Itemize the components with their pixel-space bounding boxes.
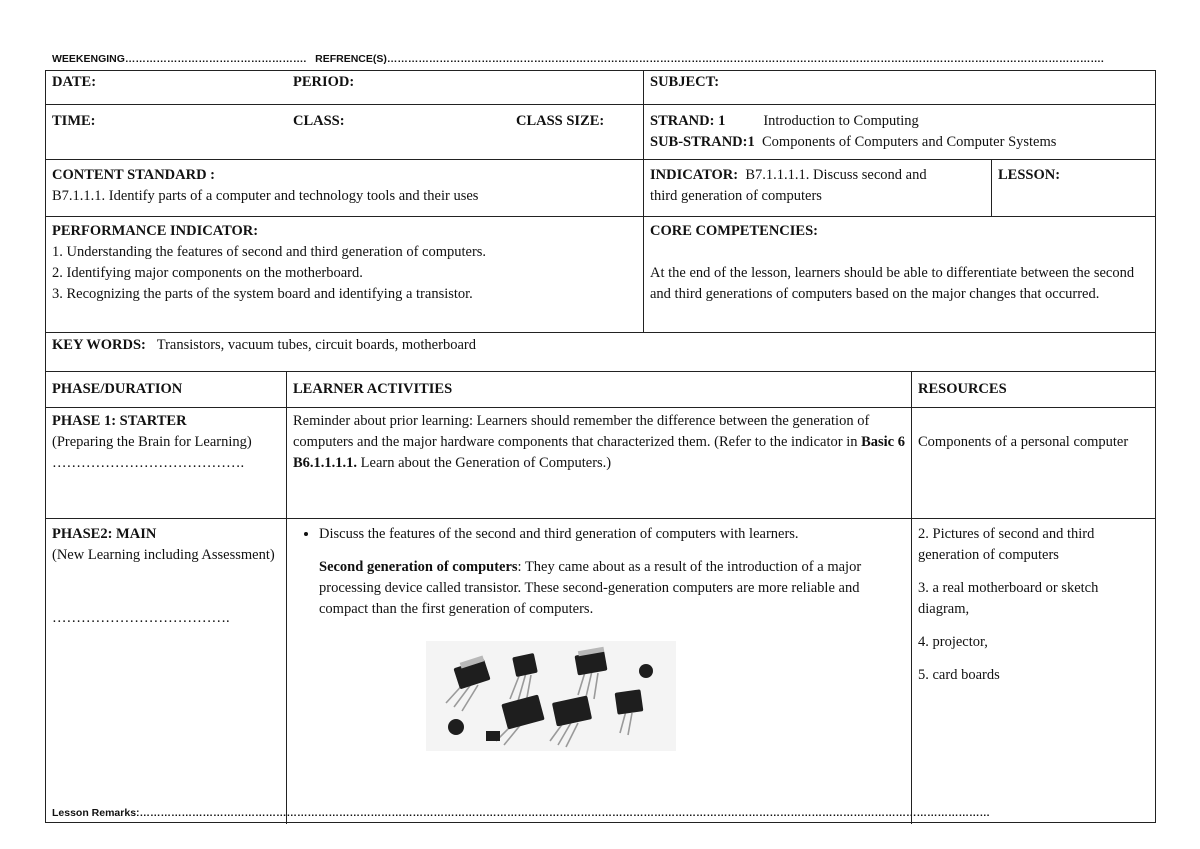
- phase1-subtitle: (Preparing the Brain for Learning): [52, 434, 252, 450]
- second-gen-text: : They came about as a result of the introduction of a major processing device called transistor. These second-generation computers are more reliable and compact than the first generation of computers.: [319, 559, 862, 617]
- weekending-dots: …………………………………………….: [124, 53, 307, 65]
- strand-value: Introduction to Computing: [763, 113, 919, 129]
- phase1-dots: ………………………………….: [52, 455, 245, 471]
- keywords: [46, 334, 1156, 357]
- phase2-activity: [287, 523, 911, 621]
- phase1-activity-tail: Learn about the Generation of Computers.): [357, 455, 612, 471]
- core-label: CORE COMPETENCIES:: [650, 223, 818, 239]
- resource-item: 5. card boards: [918, 667, 1000, 683]
- content-standard: [46, 164, 643, 208]
- resources-header: RESOURCES: [918, 381, 1007, 397]
- core-competencies: [644, 220, 1156, 306]
- content-standard-value: B7.1.1.1. Identify parts of a computer and technology tools and their uses: [52, 188, 479, 204]
- resource-item: 3. a real motherboard or sketch diagram,: [918, 580, 1099, 617]
- reference-dots: …………………………………………………………………………………………………………………………………………………………………………………….: [386, 53, 1104, 65]
- phase2-cell: [46, 523, 286, 630]
- indicator: [644, 164, 991, 208]
- performance-label: PERFORMANCE INDICATOR:: [52, 223, 259, 239]
- core-text: At the end of the lesson, learners should be able to differentiate between the second and third generations of computers based on the major changes that occurred.: [650, 265, 1135, 302]
- subject-label: SUBJECT:: [650, 74, 720, 90]
- transistors-image: [426, 641, 676, 751]
- phase1-resources: Components of a personal computer: [918, 434, 1129, 450]
- phase2-bullet: • Discuss the features of the second and third generation of computers with learners.: [319, 524, 905, 545]
- period-label: PERIOD:: [293, 74, 355, 90]
- strand-label: STRAND: 1: [650, 113, 726, 129]
- lesson-label: LESSON:: [998, 167, 1061, 183]
- resource-item: 4. projector,: [918, 634, 988, 650]
- phase2-dots: ……………………………….: [52, 610, 230, 626]
- phase2-title: PHASE2: MAIN: [52, 526, 157, 542]
- remarks-dots: ………………………………………………………………………………………………………………………………………………………………………………………………………………………: [139, 807, 991, 819]
- weekending-label: WEEKENGING: [52, 53, 125, 65]
- substrand-value: Components of Computers and Computer Systems: [762, 134, 1057, 150]
- indicator-value-2: third generation of computers: [650, 188, 822, 204]
- resource-item: 2. Pictures of second and third generation of computers: [918, 526, 1095, 563]
- indicator-value: B7.1.1.1.1. Discuss second and: [745, 167, 927, 183]
- keywords-value: Transistors, vacuum tubes, circuit boards, motherboard: [156, 337, 476, 353]
- substrand-label: SUB-STRAND:1: [650, 134, 755, 150]
- phase2-resources: [912, 523, 1156, 687]
- phase1-title: PHASE 1: STARTER: [52, 413, 187, 429]
- performance-item: 2. Identifying major components on the motherboard.: [52, 265, 363, 281]
- performance-indicator: [46, 220, 643, 306]
- time-label: TIME:: [52, 113, 96, 129]
- class-label: CLASS:: [293, 113, 345, 129]
- keywords-label: KEY WORDS:: [52, 337, 146, 353]
- phase1-activity: [287, 410, 911, 475]
- phase1-cell: [46, 410, 286, 475]
- header-line: [52, 53, 1162, 65]
- performance-item: 3. Recognizing the parts of the system board and identifying a transistor.: [52, 286, 473, 302]
- remarks-label: Lesson Remarks:: [52, 807, 140, 819]
- content-standard-label: CONTENT STANDARD :: [52, 167, 216, 183]
- strand-block: [644, 110, 1156, 154]
- lesson-remarks: [52, 807, 1162, 819]
- activities-header: LEARNER ACTIVITIES: [293, 381, 453, 397]
- performance-item: 1. Understanding the features of second and third generation of computers.: [52, 244, 487, 260]
- phase2-subtitle: (New Learning including Assessment): [52, 547, 275, 563]
- phase1-activity-text: Reminder about prior learning: Learners should remember the difference between the generation of computers and the major hardware components that characterized them. (Refer to the indicator in: [293, 413, 870, 450]
- reference-label: REFRENCE(S): [315, 53, 387, 65]
- phase1-activity-ref: Basic 6 B6.1.1.1.1.: [293, 434, 905, 471]
- date-label: DATE:: [52, 74, 97, 90]
- lesson-plan-table: [45, 70, 1156, 823]
- indicator-label: INDICATOR:: [650, 167, 739, 183]
- phase-header: PHASE/DURATION: [52, 381, 183, 397]
- class-size-label: CLASS SIZE:: [516, 113, 605, 129]
- second-gen-heading: Second generation of computers: [319, 559, 518, 575]
